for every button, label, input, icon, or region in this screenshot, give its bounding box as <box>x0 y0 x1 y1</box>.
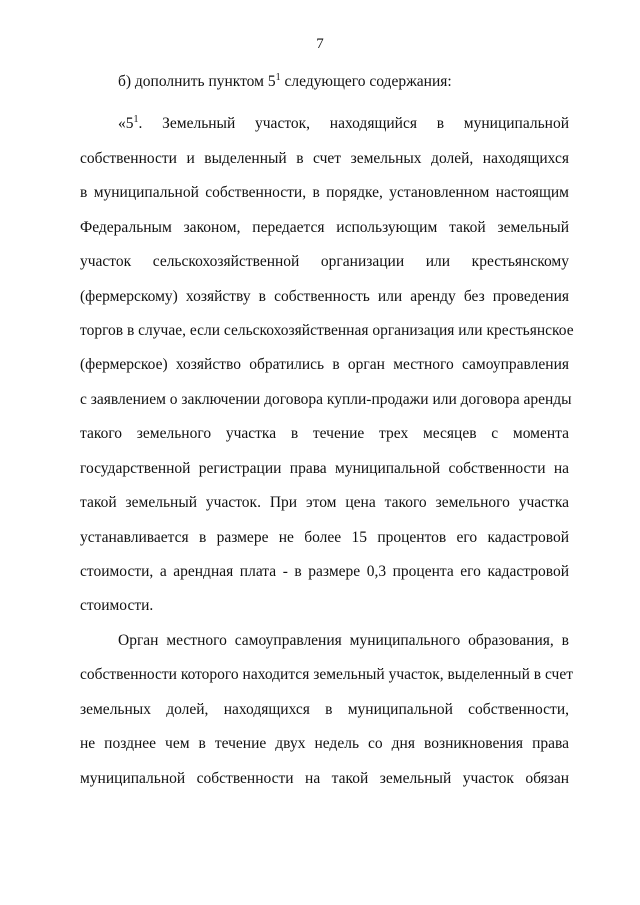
clause-line-last: стоимости. <box>80 597 154 614</box>
amendment-intro <box>118 72 569 92</box>
amendment-intro-text-end: следующего содержания: <box>280 73 452 90</box>
clause-line: (фермерское) хозяйство обратились в орган местного самоуправления <box>80 356 569 373</box>
clause-line: (фермерскому) хозяйству в собственность или аренду без проведения <box>80 288 569 305</box>
paragraph-line: земельных долей, находящихся в муниципальной собственности, <box>80 701 569 718</box>
clause-line: стоимости, а арендная плата - в размере 0,3 процента его кадастровой <box>80 563 569 580</box>
amendment-intro-text: б) дополнить пунктом 5 <box>118 73 276 90</box>
clause-number: «5 <box>118 115 134 132</box>
clause-line: собственности и выделенный в счет земельных долей, находящихся <box>80 150 569 167</box>
paragraph-line: муниципальной собственности на такой земельный участок обязан <box>80 770 569 787</box>
clause-line: такого земельного участка в течение трех месяцев с момента <box>80 425 569 442</box>
clause-line: государственной регистрации права муниципальной собственности на <box>80 460 569 477</box>
paragraph-line: не позднее чем в течение двух недель со дня возникновения права <box>80 735 569 752</box>
clause-line: устанавливается в размере не более 15 процентов его кадастровой <box>80 529 569 546</box>
clause-line: участок сельскохозяйственной организации или крестьянскому <box>80 253 569 270</box>
amendment-intro-superscript: 1 <box>275 72 281 83</box>
paragraph-line: собственности которого находится земельный участок, выделенный в счет <box>80 666 573 683</box>
clause-line: такой земельный участок. При этом цена такого земельного участка <box>80 494 569 511</box>
clause-number-superscript: 1 <box>133 114 139 125</box>
clause-line: в муниципальной собственности, в порядке, установленном настоящим <box>80 184 569 201</box>
clause-line: торгов в случае, если сельскохозяйственная организация или крестьянское <box>80 322 574 339</box>
clause-first-line-text: . Земельный участок, находящийся в муниципальной <box>138 115 569 132</box>
paragraph-line-first: Орган местного самоуправления муниципального образования, в <box>118 632 569 649</box>
clause-line: с заявлением о заключении договора купли-продажи или договора аренды <box>80 391 572 408</box>
page-number: 7 <box>316 36 324 52</box>
clause-first-line <box>118 114 569 134</box>
clause-line: Федеральным законом, передается использующим такой земельный <box>80 219 569 236</box>
